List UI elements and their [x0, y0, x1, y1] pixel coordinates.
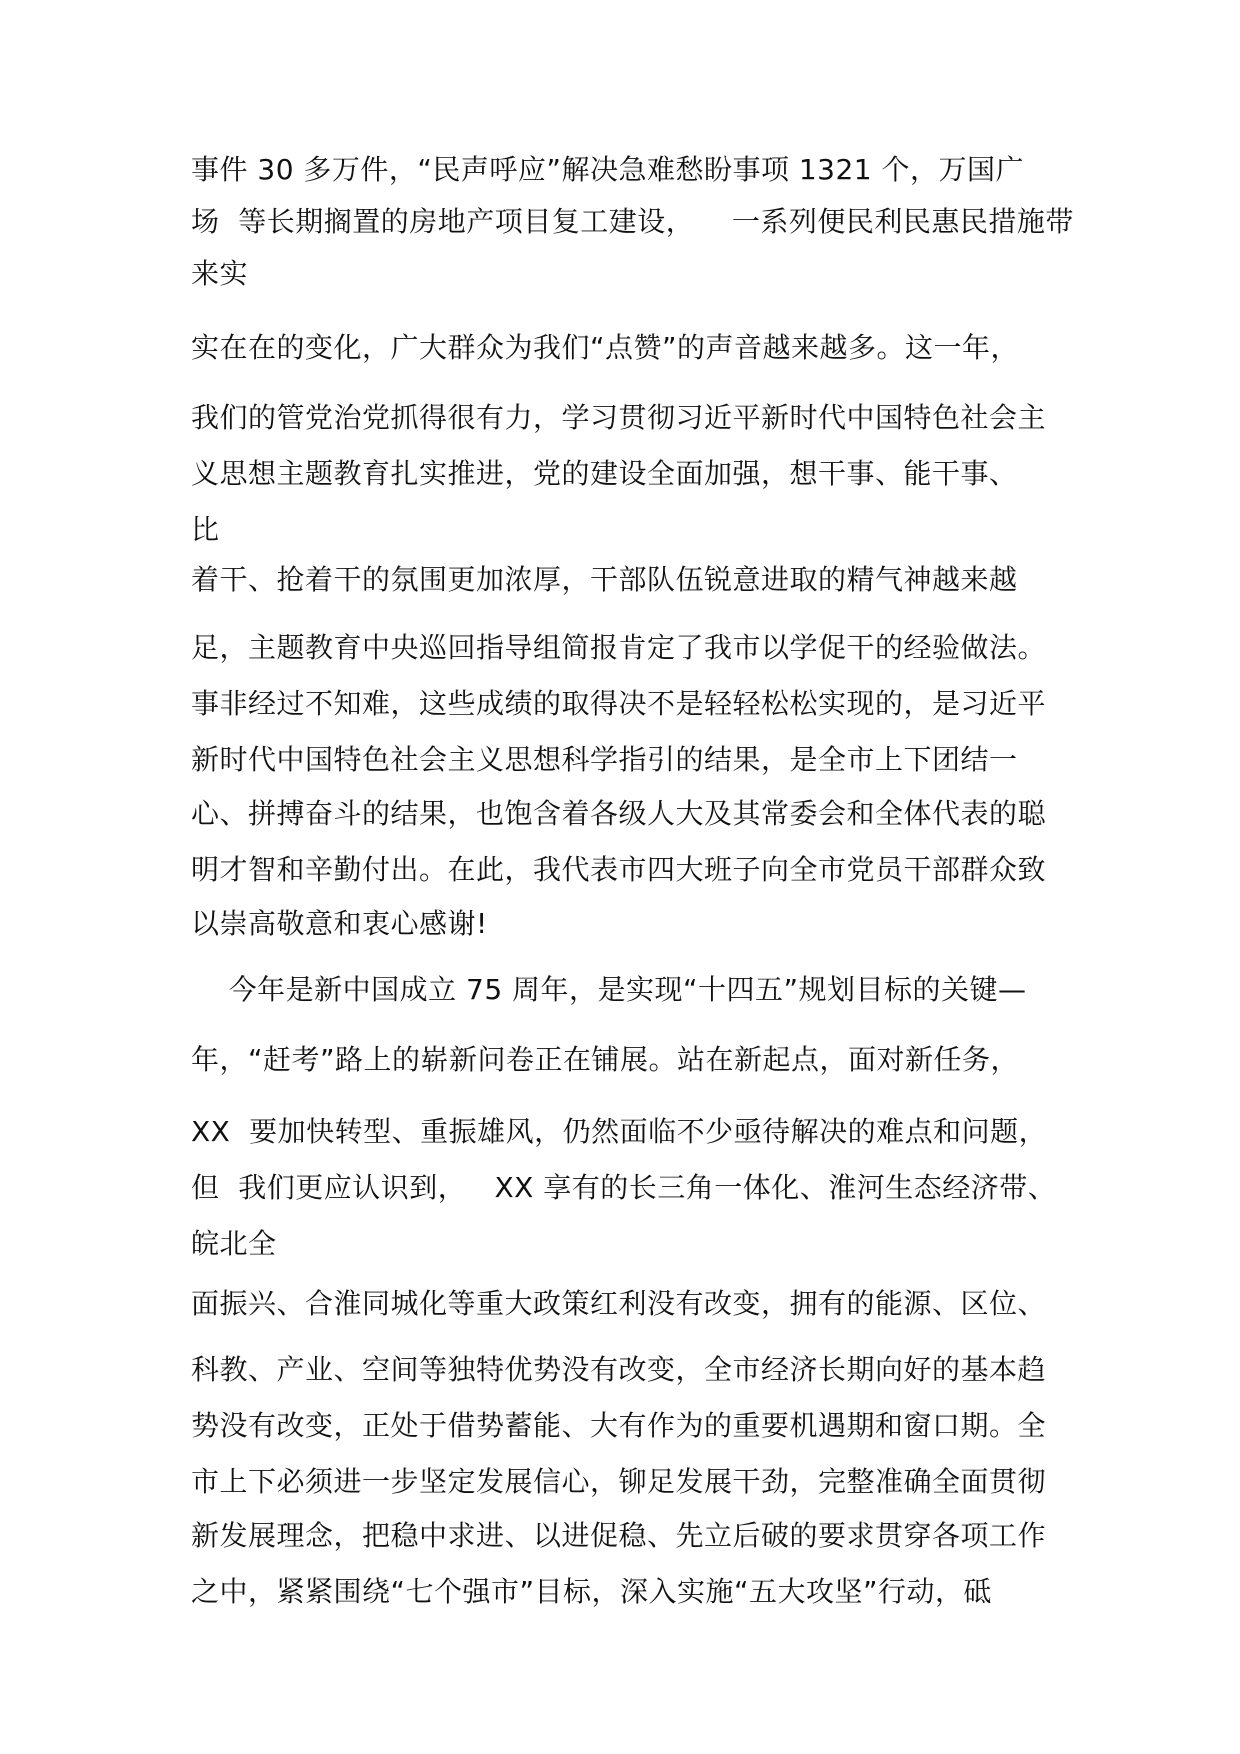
text-line: 市上下必须进一步坚定发展信心，铆足发展干劲，完整准确全面贯彻 — [191, 1465, 1047, 1498]
text-line: 今年是新中国成立 75 周年，是实现“十四五”规划目标的关键— — [191, 973, 1027, 1006]
text-line: 着干、抢着干的氛围更加浓厚，干部队伍锐意进取的精气神越来越 — [191, 563, 1018, 596]
text-line: 新时代中国特色社会主义思想科学指引的结果，是全市上下团结一 — [191, 743, 1018, 776]
text-line: 义思想主题教育扎实推进，党的建设全面加强，想干事、能干事、 — [191, 457, 1018, 490]
text-line: 比 — [191, 513, 220, 546]
text-line: 明才智和辛勤付出。在此，我代表市四大班子向全市党员干部群众致 — [191, 853, 1047, 886]
text-line: 皖北全 — [191, 1227, 277, 1260]
text-line: 来实 — [191, 257, 249, 290]
text-line: 实在在的变化，广大群众为我们“点赞”的声音越来越多。这一年， — [191, 331, 1020, 364]
text-line: 足，主题教育中央巡回指导组简报肯定了我市以学促干的经验做法。 — [191, 631, 1047, 664]
text-line: 势没有改变，正处于借势蓄能、大有作为的重要机遇期和窗口期。全 — [191, 1409, 1047, 1442]
text-line: 新发展理念，把稳中求进、以进促稳、先立后破的要求贯穿各项工作 — [191, 1519, 1047, 1552]
text-line: 心、拼搏奋斗的结果，也饱含着各级人大及其常委会和全体代表的聪 — [191, 797, 1047, 830]
text-line: 年，“赶考”路上的崭新问卷正在铺展。站在新起点，面对新任务， — [191, 1043, 1020, 1076]
text-line: 以崇高敬意和衷心感谢! — [191, 907, 488, 940]
text-line: 事件 30 多万件，“民声呼应”解决急难愁盼事项 1321 个，万国广 — [191, 153, 1025, 186]
text-line: 科教、产业、空间等独特优势没有改变，全市经济长期向好的基本趋 — [191, 1353, 1047, 1386]
text-line: 我们的管党治党抓得很有力，学习贯彻习近平新时代中国特色社会主 — [191, 401, 1047, 434]
text-line: 场 等长期搁置的房地产项目复工建设， 一系列便民利民惠民措施带 — [191, 205, 1074, 238]
text-line: XX 要加快转型、重振雄风，仍然面临不少亟待解决的难点和问题， — [191, 1115, 1048, 1148]
text-line: 事非经过不知难，这些成绩的取得决不是轻轻松松实现的，是习近平 — [191, 687, 1047, 720]
text-line: 之中，紧紧围绕“七个强市”目标，深入实施“五大攻坚”行动，砥 — [191, 1575, 993, 1608]
text-line: 面振兴、合淮同城化等重大政策红利没有改变，拥有的能源、区位、 — [191, 1287, 1047, 1320]
text-line: 但 我们更应认识到， XX 享有的长三角一体化、淮河生态经济带、 — [191, 1171, 1057, 1204]
